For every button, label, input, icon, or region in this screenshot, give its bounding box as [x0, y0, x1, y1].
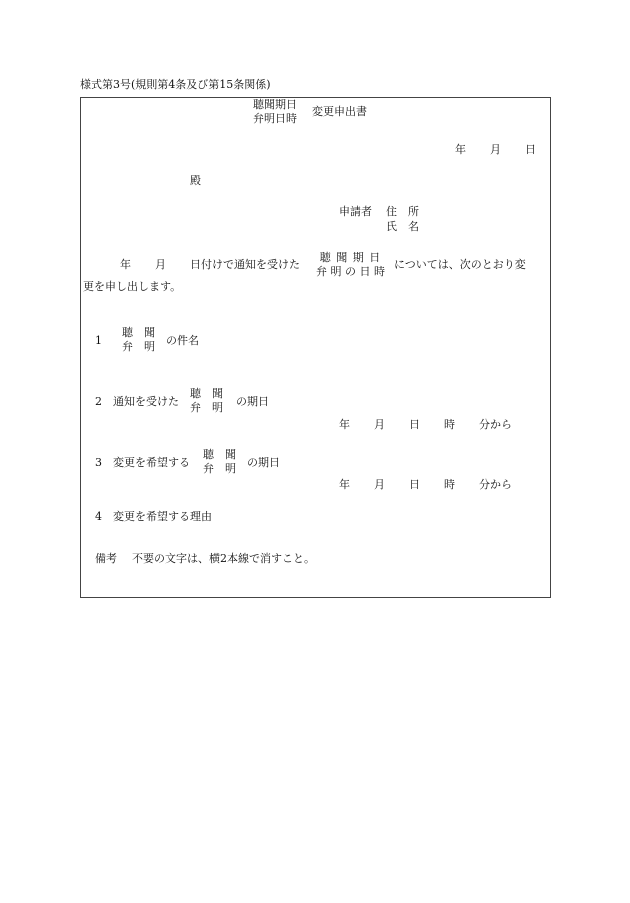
- applicant-label: 申請者: [339, 205, 372, 218]
- item-3-suffix: の期日: [247, 456, 280, 469]
- item-3-dt-year: 年: [339, 478, 350, 491]
- applicant-address-label: 住 所: [386, 205, 419, 218]
- applicant-name-label: 氏 名: [386, 220, 419, 233]
- item-2-suffix: の期日: [236, 395, 269, 408]
- item-3-prefix: 変更を希望する: [113, 456, 190, 469]
- item-2-dt-year: 年: [339, 418, 350, 431]
- item-3-dt-day: 日: [409, 478, 420, 491]
- body-stack-top: 聴 聞 期 日: [319, 251, 382, 264]
- body-after-stack: については、次のとおり変: [394, 258, 526, 271]
- date-day: 日: [525, 143, 536, 156]
- item-2-stack: [190, 387, 223, 415]
- item-1-suffix: の件名: [166, 334, 199, 347]
- item-3-dt-hour: 時: [444, 478, 455, 491]
- title-stack: [253, 98, 297, 126]
- body-day-notice: 日付けで通知を受けた: [190, 258, 300, 271]
- title-stack-bottom: 弁明日時: [253, 112, 297, 125]
- item-2-number: 2: [95, 395, 102, 408]
- date-month: 月: [490, 143, 501, 156]
- body-year: 年: [120, 258, 131, 271]
- item-3-dt-month: 月: [374, 478, 385, 491]
- body-stack-bottom: 弁 明 の 日 時: [316, 265, 385, 278]
- item-3-dt-minute: 分から: [479, 478, 512, 491]
- remarks-label: 備考: [95, 552, 117, 565]
- document-title: 変更申出書: [312, 105, 367, 118]
- item-3-number: 3: [95, 456, 102, 469]
- date-year: 年: [455, 143, 466, 156]
- item-2-dt-day: 日: [409, 418, 420, 431]
- addressee-honorific: 殿: [190, 174, 201, 187]
- body-line2: 更を申し出します。: [83, 280, 182, 293]
- item-1-stack-bottom: 弁 明: [122, 340, 155, 353]
- remarks-text: 不要の文字は、横2本線で消すこと。: [132, 552, 315, 565]
- item-1-stack: [122, 326, 155, 354]
- item-2-dt-minute: 分から: [479, 418, 512, 431]
- form-label: 様式第3号(規則第4条及び第15条関係): [80, 78, 271, 91]
- item-4-prefix: 変更を希望する理由: [113, 510, 212, 523]
- body-month: 月: [155, 258, 166, 271]
- item-1-stack-top: 聴 聞: [122, 326, 155, 339]
- item-3-stack-top: 聴 聞: [203, 448, 236, 461]
- item-2-dt-month: 月: [374, 418, 385, 431]
- title-stack-top: 聴聞期日: [253, 98, 297, 111]
- body-stack: [316, 251, 385, 279]
- item-2-prefix: 通知を受けた: [113, 395, 179, 408]
- item-2-dt-hour: 時: [444, 418, 455, 431]
- item-3-stack: [203, 448, 236, 476]
- item-3-stack-bottom: 弁 明: [203, 462, 236, 475]
- item-2-stack-bottom: 弁 明: [190, 401, 223, 414]
- item-4-number: 4: [95, 510, 102, 523]
- item-1-number: 1: [95, 334, 102, 347]
- item-2-stack-top: 聴 聞: [190, 387, 223, 400]
